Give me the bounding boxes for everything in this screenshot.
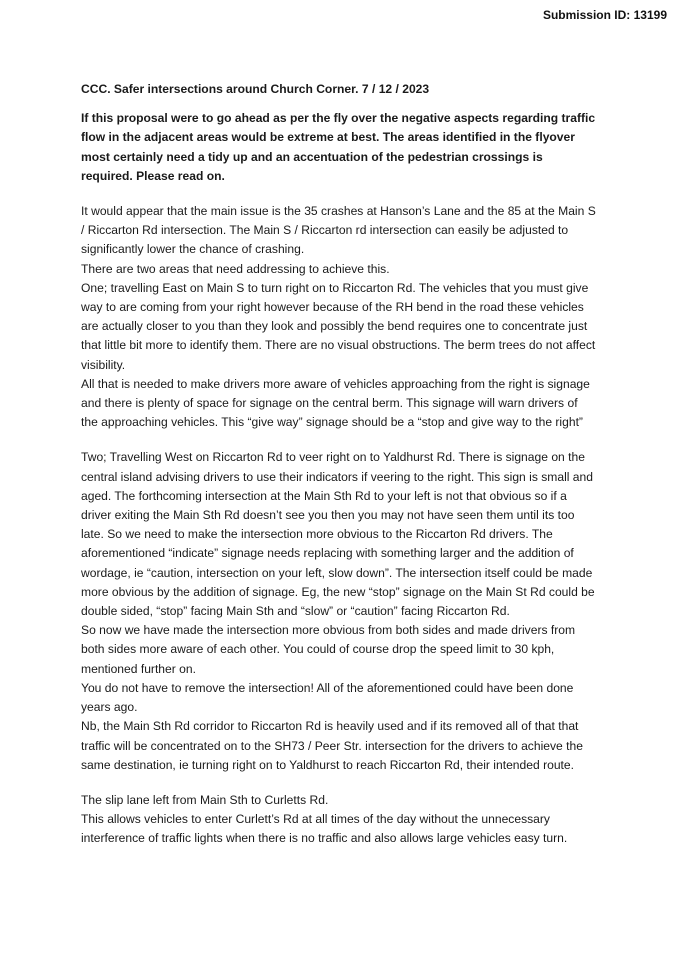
submission-id: Submission ID: 13199 xyxy=(542,8,667,22)
document-heading: CCC. Safer intersections around Church Corner. 7 / 12 / 2023 xyxy=(81,82,430,96)
paragraph-signage-berm: All that is needed to make drivers more aware of vehicles approaching from the right is signage and there is plenty of space for signage on the central berm. This signage will warn drivers of the approaching vehicles. This “give way” signage should be a “stop and give way to the right” xyxy=(81,376,590,430)
paragraph-intersection-obvious: So now we have made the intersection more obvious from both sides and made drivers from both sides more aware of each other. You could of course drop the speed limit to 30 kph, mentioned further on. xyxy=(81,623,576,676)
paragraph-corridor-note: Nb, the Main Sth Rd corridor to Riccarton Rd is heavily used and if its removed all of that that traffic will be concentrated on to the SH73 / Peer Str. intersection for the drivers to achieve the same destination, ie turning right on to Yaldhurst to reach Riccarton Rd, their intended route. xyxy=(81,719,583,772)
paragraph-slip-lane-detail: This allows vehicles to enter Curlett’s Rd at all times of the day without the unnecessary interference of traffic lights when there is no traffic and also allows large vehicles easy turn. xyxy=(81,812,568,846)
intro-paragraph: If this proposal were to go ahead as per the fly over the negative aspects regarding traffic flow in the adjacent areas would be extreme at best. The areas identified in the flyover most certainly need a tidy up and an accentuation of the pedestrian crossings is required. Please read on. xyxy=(81,111,596,183)
document-body xyxy=(81,80,596,849)
paragraph-slip-lane-title: The slip lane left from Main Sth to Curletts Rd. xyxy=(81,792,329,807)
paragraph-crash-stats: It would appear that the main issue is the 35 crashes at Hanson’s Lane and the 85 at the Main S / Riccarton Rd intersection. The Main S / Riccarton rd intersection can easily be adjusted to significantly lower the chance of crashing. xyxy=(81,204,596,257)
paragraph-area-two: Two; Travelling West on Riccarton Rd to veer right on to Yaldhurst Rd. There is signage on the central island advising drivers to use their indicators if veering to the right. This sign is small and aged. The forthcoming intersection at the Main Sth Rd to your left is not that obvious so if a driver exiting the Main Sth Rd doesn’t see you then you may not have seen them until its too late. So we need to make the intersection more obvious to the Riccarton Rd drivers. The aforementioned “indicate” signage needs replacing with something larger and the addition of wordage, ie “caution, intersection on your left, slow down”. The intersection itself could be made more obvious by the addition of signage. Eg, the new “stop” signage on the Main St Rd could be double sided, “stop” facing Main Sth and “slow” or “caution” facing Riccarton Rd. xyxy=(81,450,595,619)
paragraph-two-areas: There are two areas that need addressing to achieve this. xyxy=(81,261,390,276)
paragraph-area-one: One; travelling East on Main S to turn right on to Riccarton Rd. The vehicles that you must give way to are coming from your right however because of the RH bend in the road these vehicles are actually closer to you than they look and possibly the bend requires one to concentrate just that little bit more to identify them. There are no visual obstructions. The berm trees do not affect visibility. xyxy=(81,280,596,372)
paragraph-no-removal: You do not have to remove the intersection! All of the aforementioned could have been done years ago. xyxy=(81,680,574,715)
